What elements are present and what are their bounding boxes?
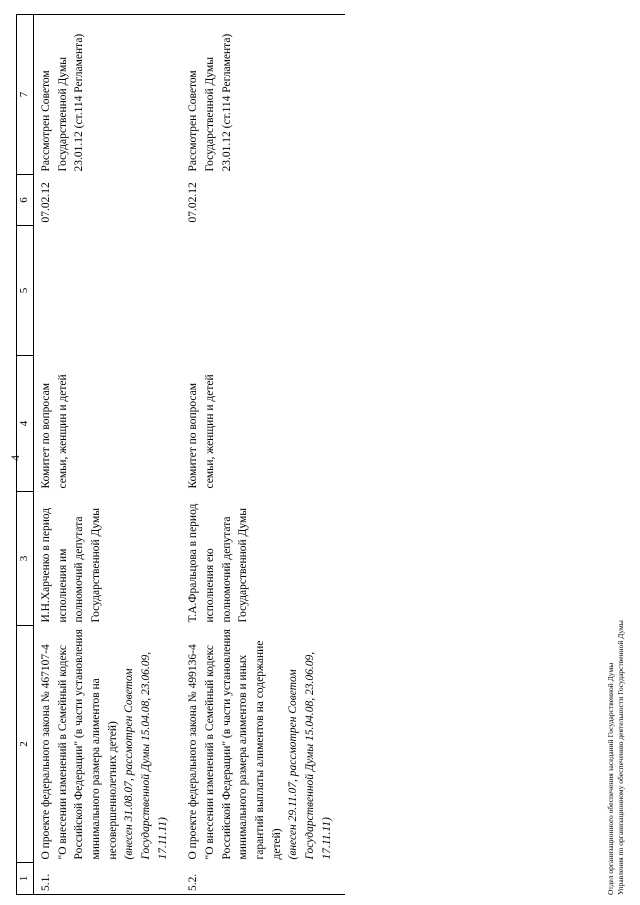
deadline-date: 07.02.12 [187,182,200,223]
table-row [181,15,345,895]
bill-author: Т.А.Фральцова в период исполнения ею полномочий депутата Государственной Думы [187,503,250,623]
header-col-2: 2 [17,626,34,863]
bill-title: О проекте федерального закона № 499136-4 "О внесении изменений в Семейный кодекс Российской Федерации" (в части установления минимального размера алиментов и иных гарантий выплаты алиментов на содержание детей) [187,629,283,860]
col5-cell [181,226,345,356]
bill-title: О проекте федерального закона № 467107-4 "О внесении изменений в Семейный кодекс Российской Федерации" (в части установления минимального размера алиментов на несовершеннолетних детей) [39,629,119,860]
header-col-7: 7 [17,15,34,175]
page-number: 4 [8,455,22,461]
bill-history-note: (внесен 31.08.07, рассмотрен Советом Государственной Думы 15.04.08, 23.06.09, 17.11.11) [123,651,169,860]
row-number: 5.1. [33,863,181,895]
col5-cell [33,226,181,356]
agenda-table [16,15,345,895]
header-col-6: 6 [17,175,34,226]
header-col-3: 3 [17,492,34,626]
responsible-committee: Комитет по вопросам семьи, женщин и детей [39,374,69,489]
footer-line-1: Отдел организационного обеспечения заседаний Государственной Думы [606,662,615,895]
status-note: Рассмотрен Советом Государственной Думы 23.01.12 (ст.114 Регламента) [33,15,181,175]
page-footer [606,620,626,895]
responsible-committee: Комитет по вопросам семьи, женщин и детей [187,374,216,489]
footer-line-2: Управления по организационному обеспечению деятельности Государственной Думы [616,620,626,895]
bill-author: И.Н.Харченко в период исполнения им полномочий депутата Государственной Думы [39,507,102,623]
row-number: 5.2. [181,863,345,895]
status-note: Рассмотрен Советом Государственной Думы 23.01.12 (ст.114 Регламента) [181,15,345,175]
table-row [33,15,181,895]
table-header-row [17,15,34,895]
header-col-4: 4 [17,356,34,492]
header-col-5: 5 [17,226,34,356]
bill-description [181,626,345,863]
bill-history-note: (внесен 29.11.07, рассмотрен Советом Государственной Думы 15.04.08, 23.06.09, 17.11.11) [287,651,333,860]
header-col-1: 1 [17,863,34,895]
bill-description [33,626,181,863]
deadline-date: 07.02.12 [39,182,52,223]
